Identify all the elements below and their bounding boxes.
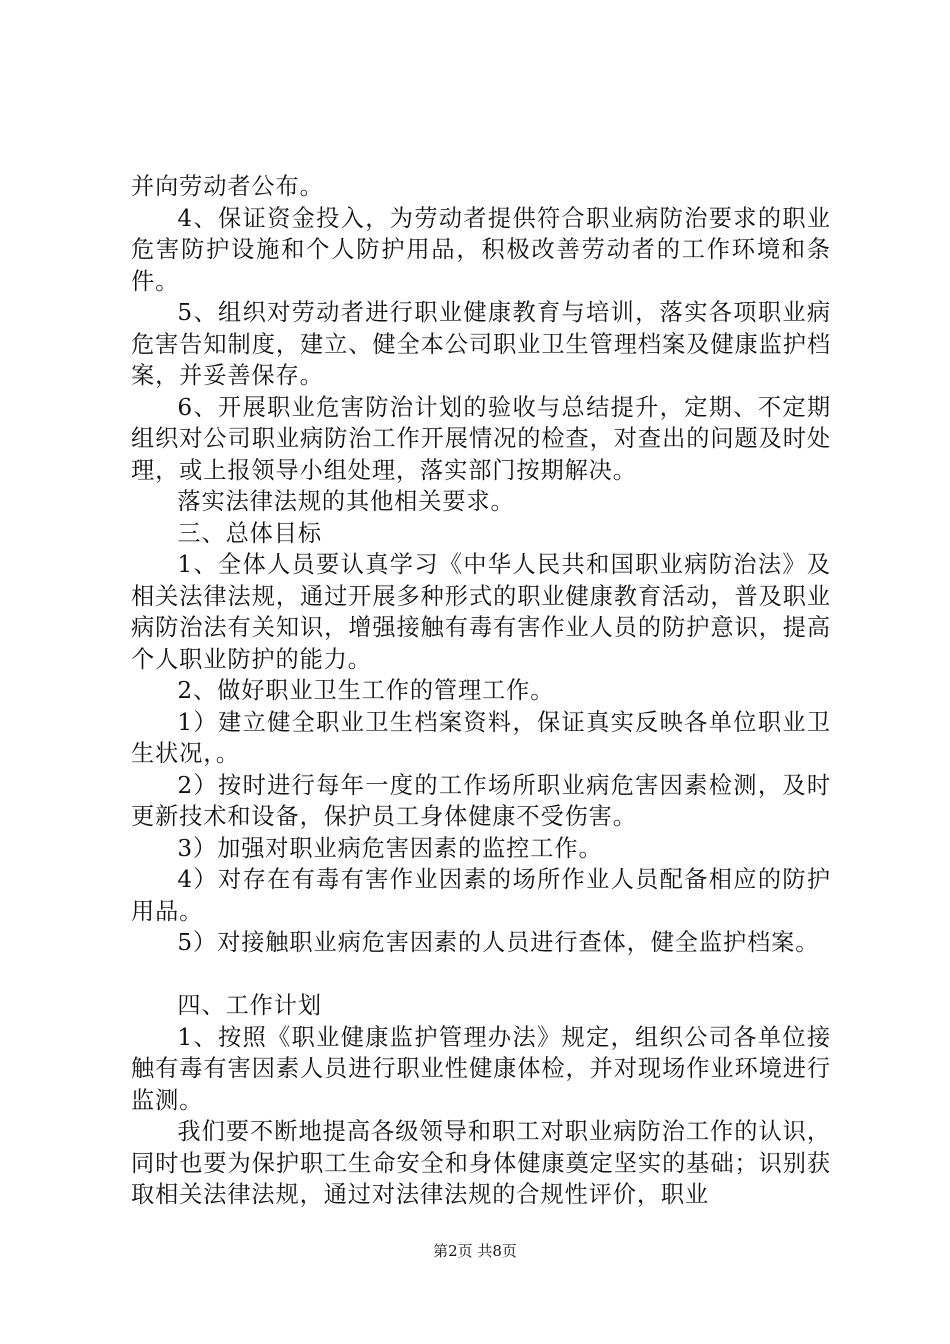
paragraph-13: 5）对接触职业病危害因素的人员进行查体，健全监护档案。 [177,929,820,956]
paragraph-1: 并向劳动者公布。 [131,173,324,200]
paragraph-7: 1、全体人员要认真学习《中华人民共和国职业病防治法》及相关法律法规，通过开展多种形式的职业健康教育活动，普及职业病防治法有关知识，增强接触有毒有害作业人员的防护意识，提高个人职业防护的能力。 [131,551,831,673]
paragraph-3: 5、组织对劳动者进行职业健康教育与培训，落实各项职业病危害告知制度，建立、健全本公司职业卫生管理档案及健康监护档案，并妥善保存。 [131,299,831,389]
document-body [131,171,831,1211]
page-number: 第2页 共8页 [433,1242,517,1260]
paragraph-8: 2、做好职业卫生工作的管理工作。 [177,677,555,704]
blank-line [131,959,831,991]
paragraph-15: 1、按照《职业健康监护管理办法》规定，组织公司各单位接触有毒有害因素人员进行职业性健康体检，并对现场作业环境进行监测。 [131,1023,831,1114]
paragraph-9: 1）建立健全职业卫生档案资料，保证真实反映各单位职业卫生状况，。 [131,708,831,767]
paragraph-11: 3）加强对职业病危害因素的监控工作。 [177,834,603,862]
section-heading-3: 三、总体目标 [177,519,322,547]
section-heading-4: 四、工作计划 [177,992,322,1019]
paragraph-10: 2）按时进行每年一度的工作场所职业病危害因素检测，及时更新技术和设备，保护员工身体健康不受伤害。 [131,771,831,830]
paragraph-2: 4、保证资金投入，为劳动者提供符合职业病防治要求的职业危害防护设施和个人防护用品，积极改善劳动者的工作环境和条件。 [131,204,831,295]
paragraph-5: 落实法律法规的其他相关要求。 [177,488,515,515]
paragraph-12: 4）对存在有毒有害作业因素的场所作业人员配备相应的防护用品。 [131,866,831,925]
page-footer [0,1240,950,1261]
paragraph-4: 6、开展职业危害防治计划的验收与总结提升，定期、不定期组织对公司职业病防治工作开展情况的检查，对查出的问题及时处理，或上报领导小组处理，落实部门按期解决。 [131,393,831,484]
paragraph-16: 我们要不断地提高各级领导和职工对职业病防治工作的认识，同时也要为保护职工生命安全和身体健康奠定坚实的基础；识别获取相关法律法规，通过对法律法规的合规性评价，职业 [131,1118,831,1208]
